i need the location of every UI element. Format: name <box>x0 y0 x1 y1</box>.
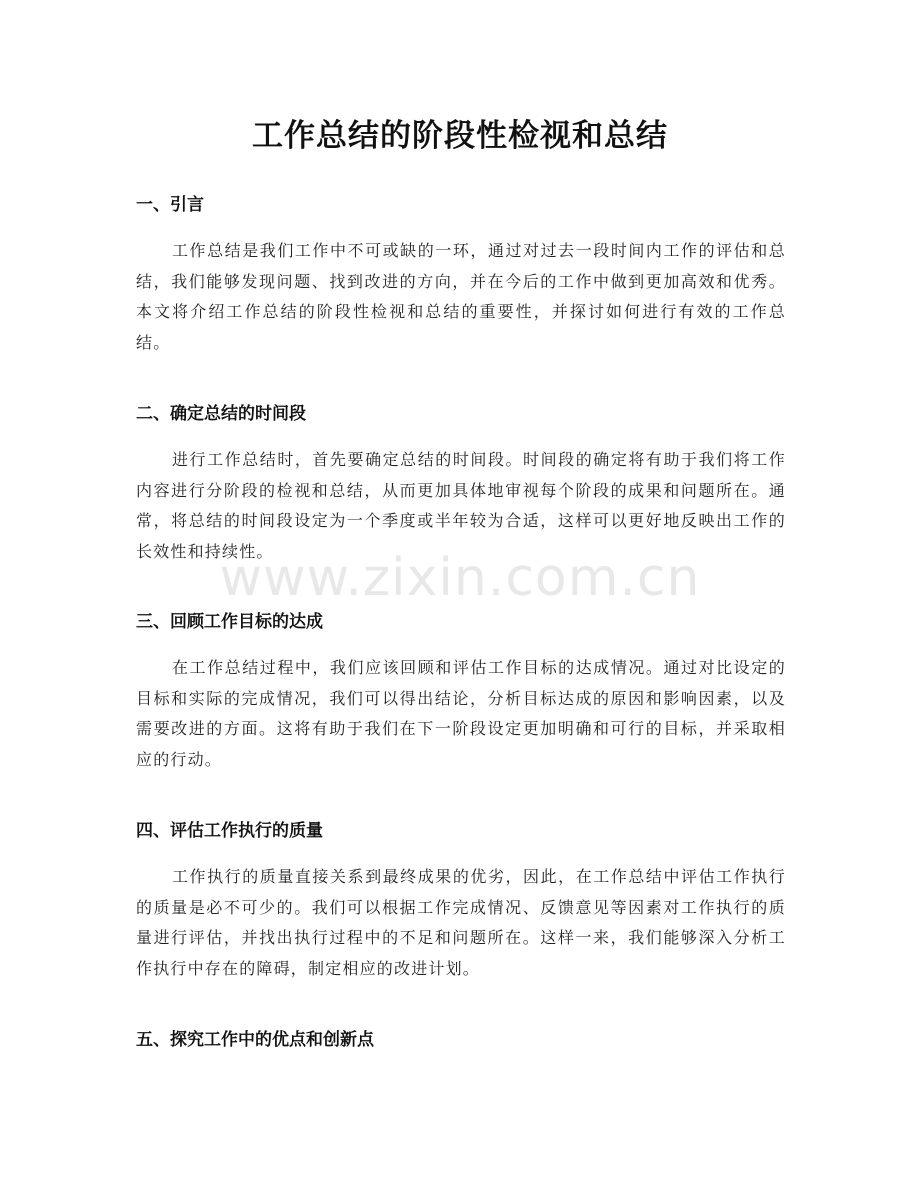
section-body-time-period: 进行工作总结时，首先要确定总结的时间段。时间段的确定将有助于我们将工作内容进行分阶段的检视和总结，从而更加具体地审视每个阶段的成果和问题所在。通常，将总结的时间段设定为一个季度或半年较为合适，这样可以更好地反映出工作的长效性和持续性。 <box>136 450 786 561</box>
section-heading-intro: 一、引言 <box>136 195 204 215</box>
section-body-goals: 在工作总结过程中，我们应该回顾和评估工作目标的达成情况。通过对比设定的目标和实际的完成情况，我们可以得出结论，分析目标达成的原因和影响因素，以及需要改进的方面。这将有助于我们在下一阶段设定更加明确和可行的目标，并采取相应的行动。 <box>136 658 786 769</box>
section-heading-strengths: 五、探究工作中的优点和创新点 <box>136 1030 374 1050</box>
section-heading-quality: 四、评估工作执行的质量 <box>136 821 323 841</box>
section-body-quality: 工作执行的质量直接关系到最终成果的优劣，因此，在工作总结中评估工作执行的质量是必不可少的。我们可以根据工作完成情况、反馈意见等因素对工作执行的质量进行评估，并找出执行过程中的不足和问题所在。这样一来，我们能够深入分析工作执行中存在的障碍，制定相应的改进计划。 <box>136 867 786 978</box>
watermark: www.zixin.com.cn <box>219 548 701 608</box>
section-body-intro: 工作总结是我们工作中不可或缺的一环，通过对过去一段时间内工作的评估和总结，我们能够发现问题、找到改进的方向，并在今后的工作中做到更加高效和优秀。本文将介绍工作总结的阶段性检视和总结的重要性，并探讨如何进行有效的工作总结。 <box>136 241 786 352</box>
document-title: 工作总结的阶段性检视和总结 <box>252 118 668 154</box>
section-heading-time-period: 二、确定总结的时间段 <box>136 404 306 424</box>
section-heading-goals: 三、回顾工作目标的达成 <box>136 612 323 632</box>
